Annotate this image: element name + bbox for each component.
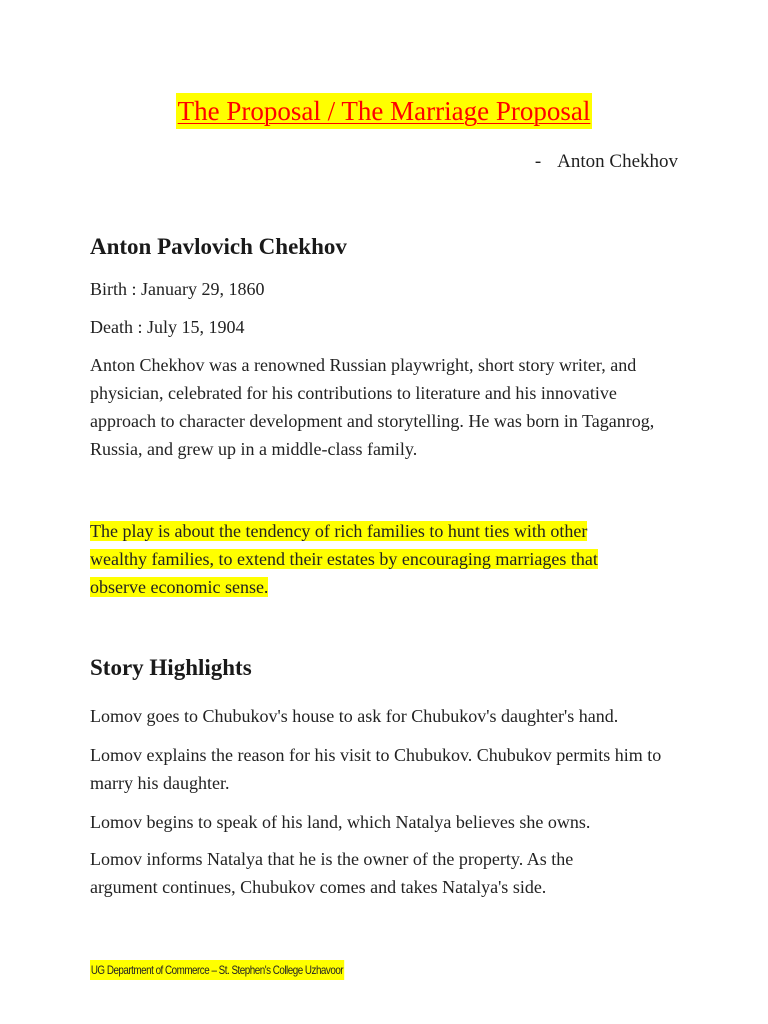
bio-heading: Anton Pavlovich Chekhov xyxy=(90,234,347,259)
page-footer: UG Department of Commerce – St. Stephen's College Uzhavoor xyxy=(90,960,344,980)
author-line xyxy=(535,149,678,175)
document-title: The Proposal / The Marriage Proposal xyxy=(176,93,593,129)
bio-description: Anton Chekhov was a renowned Russian playwright, short story writer, and physician, celebrated for his contributions to literature and his innovative approach to character development and storytelling. He was born in Taganrog, Russia, and grew up in a middle-class family. xyxy=(90,355,655,459)
author-dash: - xyxy=(534,151,542,172)
theme-line: observe economic sense. xyxy=(90,577,269,597)
highlight-item: Lomov informs Natalya that he is the owner of the property. As the argument continues, Chubukov comes and takes Natalya's side. xyxy=(90,849,574,897)
highlight-item: Lomov begins to speak of his land, which Natalya believes she owns. xyxy=(90,812,591,832)
highlight-item: Lomov explains the reason for his visit to Chubukov. Chubukov permits him to marry his daughter. xyxy=(90,745,662,793)
title-container xyxy=(0,93,768,129)
theme-paragraph xyxy=(90,517,690,601)
death-line: Death : July 15, 1904 xyxy=(90,317,245,337)
theme-line: wealthy families, to extend their estates by encouraging marriages that xyxy=(90,549,598,569)
birth-line: Birth : January 29, 1860 xyxy=(90,279,265,299)
highlight-item: Lomov goes to Chubukov's house to ask for Chubukov's daughter's hand. xyxy=(90,706,619,726)
highlights-heading: Story Highlights xyxy=(90,655,252,680)
theme-line: The play is about the tendency of rich families to hunt ties with other xyxy=(90,521,588,541)
author-name: Anton Chekhov xyxy=(557,151,678,172)
